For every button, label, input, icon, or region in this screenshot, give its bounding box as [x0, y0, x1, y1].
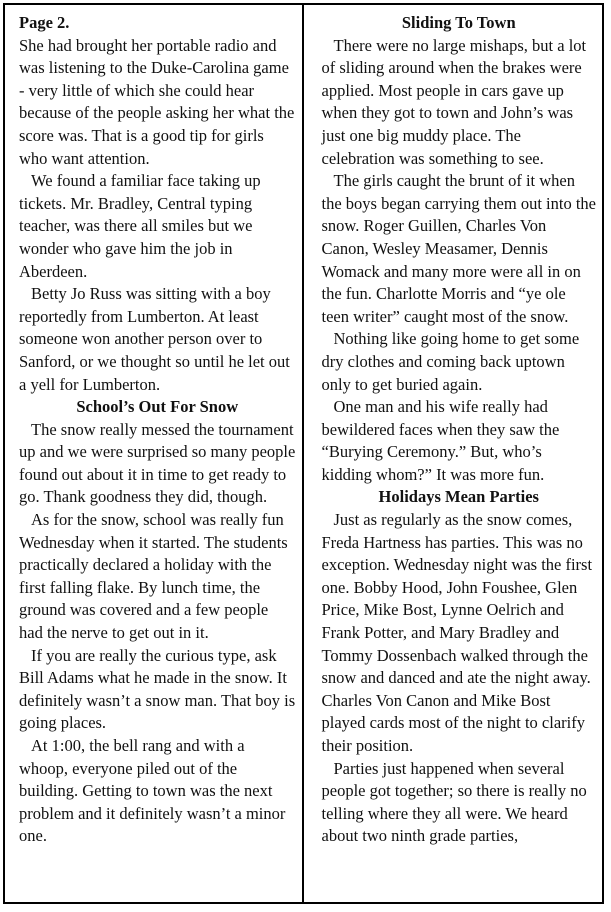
article-paragraph: There were no large mishaps, but a lot of sliding around when the brakes were applied. Most people in cars gave up when they got to town and John’s was just one big muddy place. The celebration was something to see.: [321, 35, 587, 168]
article-paragraph: One man and his wife really had bewildered faces when they saw the “Burying Ceremony.” But, who’s kidding whom?” It was more fun.: [321, 397, 560, 484]
article-paragraph: If you are really the curious type, ask Bill Adams what he made in the snow. It definitely wasn’t a snow man. That boy is going places.: [19, 645, 296, 733]
section-heading: School’s Out For Snow: [76, 397, 239, 417]
article-paragraph: Nothing like going home to get some dry clothes and coming back uptown only to get buried again.: [321, 329, 580, 394]
section-heading: Holidays Mean Parties: [378, 487, 539, 507]
article-paragraph: Betty Jo Russ was sitting with a boy reportedly from Lumberton. At least someone won another person over to Sanford, or we thought so until he let out a yell for Lumberton.: [19, 284, 290, 394]
page-label: Page 2.: [19, 13, 70, 32]
article-paragraph: We found a familiar face taking up tickets. Mr. Bradley, Central typing teacher, was there all smiles but we wonder who gave him the job in Aberdeen.: [19, 171, 261, 281]
section-heading: Sliding To Town: [401, 13, 516, 32]
right-column: [304, 5, 603, 902]
article-paragraph: The girls caught the brunt of it when the boys began carrying them out into the snow. Roger Guillen, Charles Von Canon, Wesley Measamer, Dennis Womack and many more were all in on the fun. Charlotte Morris and “ye ole teen writer” caught most of the snow.: [321, 171, 596, 326]
newspaper-page: [3, 3, 604, 904]
article-paragraph: The snow really messed the tournament up and we were surprised so many people found out about it in time to get ready to go. Thank goodness they did, though.: [19, 419, 296, 507]
article-paragraph: At 1:00, the bell rang and with a whoop, everyone piled out of the building. Getting to town was the next problem and it definitely wasn’t a minor one.: [19, 736, 286, 846]
article-paragraph: As for the snow, school was really fun Wednesday when it started. The students practically declared a holiday with the first falling flake. By lunch time, the ground was covered and a few people had the nerve to get out in it.: [19, 510, 288, 643]
article-paragraph: Just as regularly as the snow comes, Freda Hartness has parties. This was no exception. Wednesday night was the first one. Bobby Hood, John Foushee, Glen Price, Mike Bost, Lynne Oelrich and Frank Potter, and Mary Bradley and Tommy Dossenbach walked through the snow and danced and ate the night away. Charles Von Canon and Mike Bost played cards most of the night to clarify their position.: [321, 510, 593, 755]
left-column: [5, 5, 304, 902]
intro-paragraph: She had brought her portable radio and was listening to the Duke-Carolina game - very little of which she could hear because of the people asking her what the score was. That is a good tip for girls who want attention.: [19, 35, 295, 168]
article-paragraph: Parties just happened when several people got together; so there is really no telling where they all were. We heard about two ninth grade parties,: [321, 758, 587, 846]
